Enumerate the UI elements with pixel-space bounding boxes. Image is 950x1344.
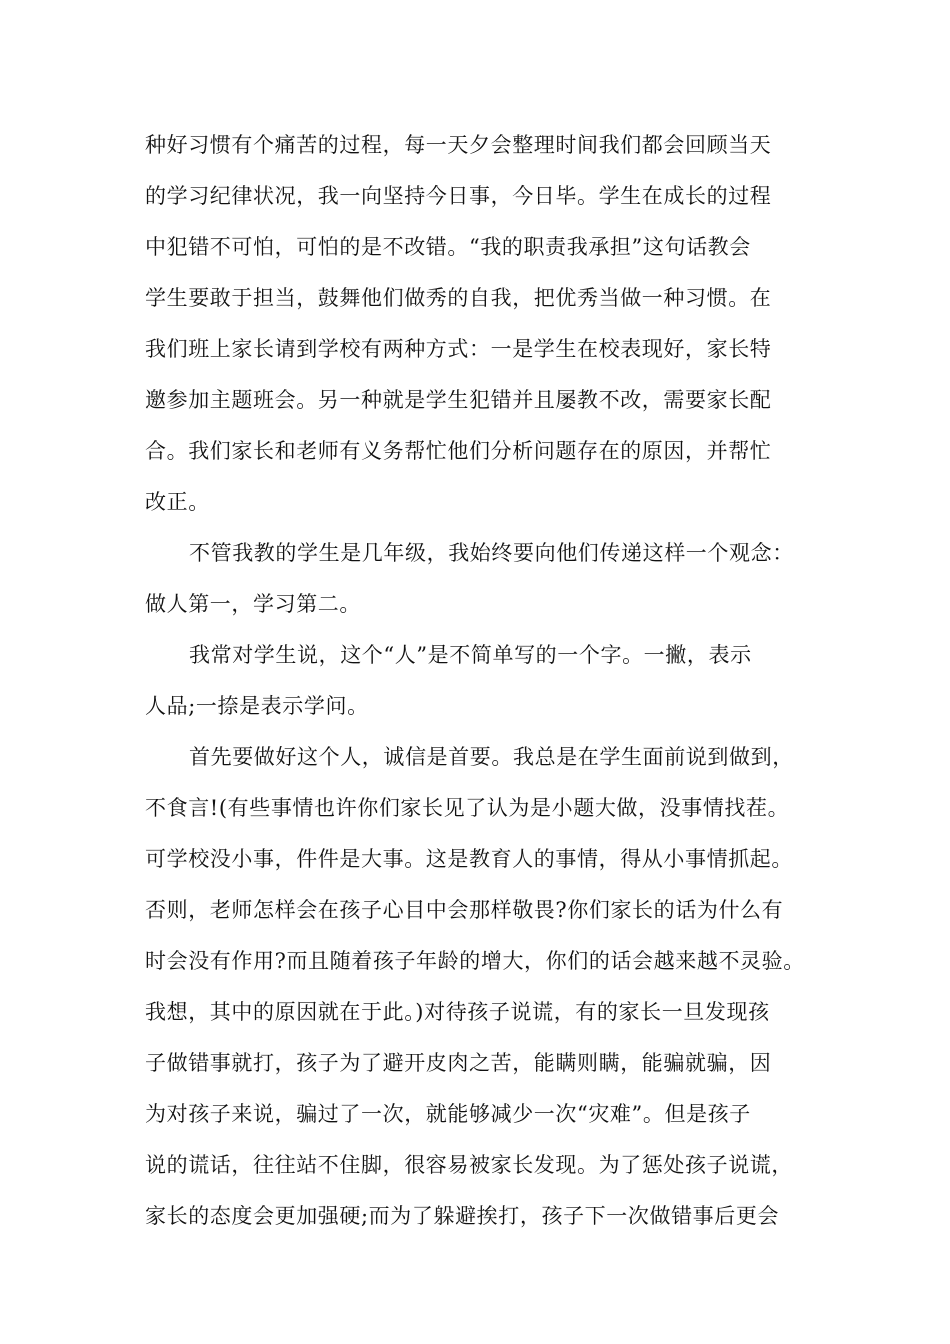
text-line: 种好习惯有个痛苦的过程，每一天夕会整理时间我们都会回顾当天 — [145, 133, 772, 157]
text-line: 首先要做好这个人，诚信是首要。我总是在学生面前说到做到， — [189, 745, 794, 769]
text-line: 做人第一，学习第二。 — [145, 592, 361, 616]
paragraph — [145, 528, 825, 630]
text-line: 的学习纪律状况，我一向坚持今日事，今日毕。学生在成长的过程 — [145, 184, 772, 208]
text-line: 学生要敢于担当，鼓舞他们做秀的自我，把优秀当做一种习惯。在 — [145, 286, 772, 310]
text-line: 时会没有作用?而且随着孩子年龄的增大，你们的话会越来越不灵验。 — [145, 949, 805, 973]
text-line: 可学校没小事，件件是大事。这是教育人的事情，得从小事情抓起。 — [145, 847, 793, 871]
text-line: 不食言!(有些事情也许你们家长见了认为是小题大做，没事情找茬。 — [145, 796, 790, 820]
paragraph — [145, 732, 825, 1242]
text-line: 我常对学生说，这个“人”是不简单写的一个字。一撇，表示 — [189, 643, 752, 667]
text-line: 子做错事就打，孩子为了避开皮肉之苦，能瞒则瞒，能骗就骗，因 — [145, 1051, 772, 1075]
text-line: 说的谎话，往往站不住脚，很容易被家长发现。为了惩处孩子说谎， — [145, 1153, 793, 1177]
text-line: 中犯错不可怕，可怕的是不改错。“我的职责我承担”这句话教会 — [145, 235, 751, 259]
paragraph — [145, 120, 825, 528]
text-line: 我想，其中的原因就在于此。)对待孩子说谎，有的家长一旦发现孩 — [145, 1000, 770, 1024]
text-line: 不管我教的学生是几年级，我始终要向他们传递这样一个观念： — [189, 541, 794, 565]
text-line: 否则，老师怎样会在孩子心目中会那样敬畏?你们家长的话为什么有 — [145, 898, 784, 922]
text-line: 邀参加主题班会。另一种就是学生犯错并且屡教不改，需要家长配 — [145, 388, 772, 412]
text-line: 家长的态度会更加强硬;而为了躲避挨打，孩子下一次做错事后更会 — [145, 1204, 780, 1228]
text-line: 我们班上家长请到学校有两种方式：一是学生在校表现好，家长特 — [145, 337, 772, 361]
text-line: 改正。 — [145, 490, 210, 514]
body-text — [145, 120, 825, 1242]
text-line: 为对孩子来说，骗过了一次，就能够减少一次“灾难”。但是孩子 — [145, 1102, 751, 1126]
text-line: 人品;一捺是表示学问。 — [145, 694, 369, 718]
text-line: 合。我们家长和老师有义务帮忙他们分析问题存在的原因，并帮忙 — [145, 439, 772, 463]
paragraph — [145, 630, 825, 732]
